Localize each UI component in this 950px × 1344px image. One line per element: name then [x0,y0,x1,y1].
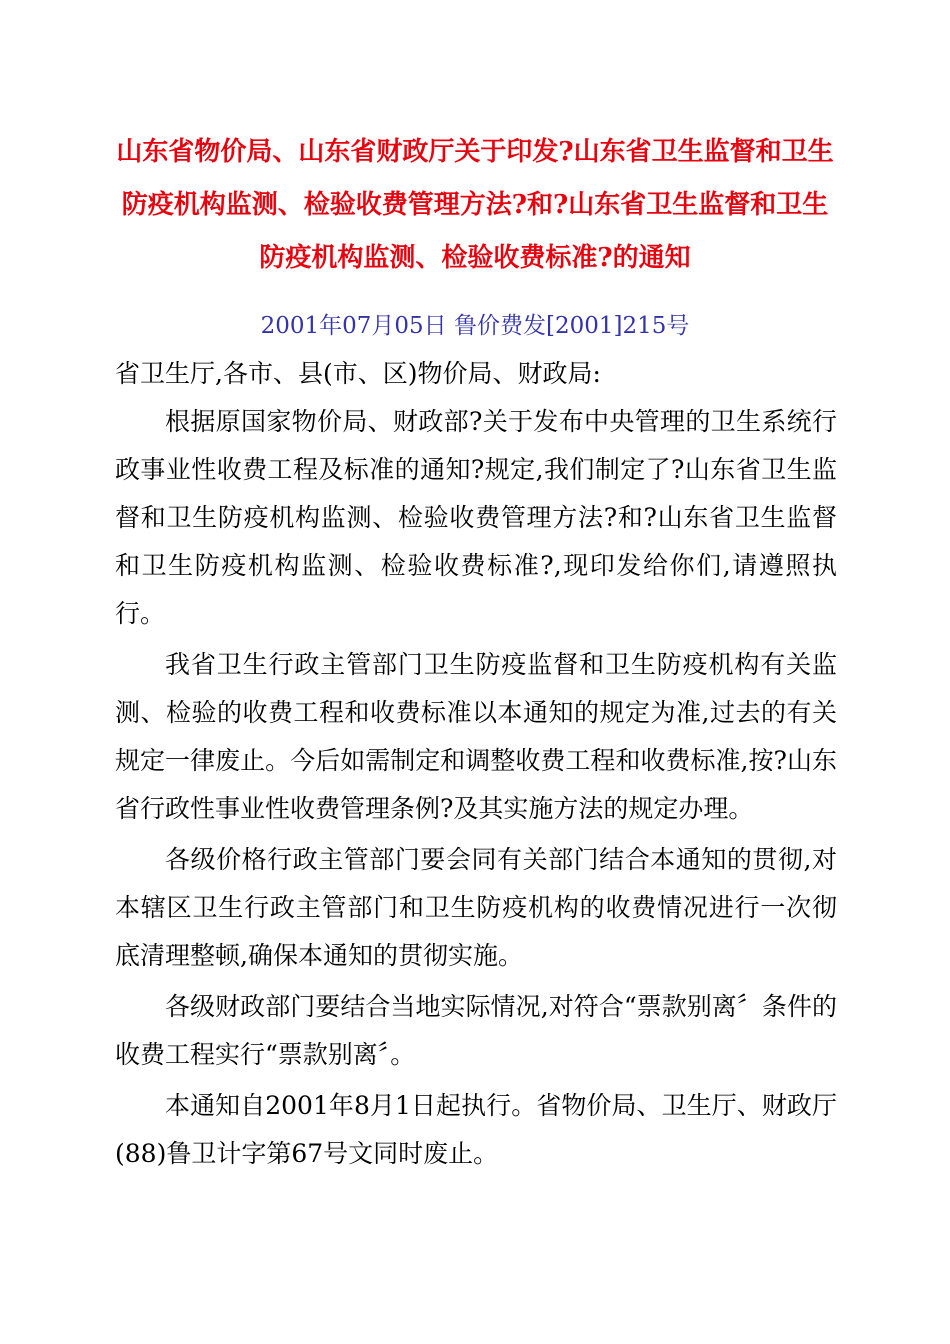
paragraph-2: 我省卫生行政主管部门卫生防疫监督和卫生防疫机构有关监测、检验的收费工程和收费标准以本通知的规定为准,过去的有关规定一律废止。今后如需制定和调整收费工程和收费标准,按?山东省行政性事业性收费管理条例?及其实施方法的规定办理。 [115,650,837,823]
salutation: 省卫生厅,各市、县(市、区)物价局、财政局: [115,359,601,388]
paragraph-5: 本通知自2001年8月1日起执行。省物价局、卫生厅、财政厅(88)鲁卫计字第67号文同时废止。 [115,1091,837,1168]
paragraph-1: 根据原国家物价局、财政部?关于发布中央管理的卫生系统行政事业性收费工程及标准的通知?规定,我们制定了?山东省卫生监督和卫生防疫机构监测、检验收费管理方法?和?山东省卫生监督和卫生防疫机构监测、检验收费标准?,现印发给你们,请遵照执行。 [115,407,837,628]
document-title: 山东省物价局、山东省财政厅关于印发?山东省卫生监督和卫生防疫机构监测、检验收费管理方法?和?山东省卫生监督和卫生防疫机构监测、检验收费标准?的通知 [116,137,834,273]
paragraph-4: 各级财政部门要结合当地实际情况,对符合“票款别离〞条件的收费工程实行“票款别离〞。 [115,992,837,1069]
document-date-and-number: 2001年07月05日 鲁价费发[2001]215号 [260,313,690,339]
document-body [115,350,837,1181]
paragraph-3: 各级价格行政主管部门要会同有关部门结合本通知的贯彻,对本辖区卫生行政主管部门和卫生防疫机构的收费情况进行一次彻底清理整顿,确保本通知的贯彻实施。 [115,845,837,970]
